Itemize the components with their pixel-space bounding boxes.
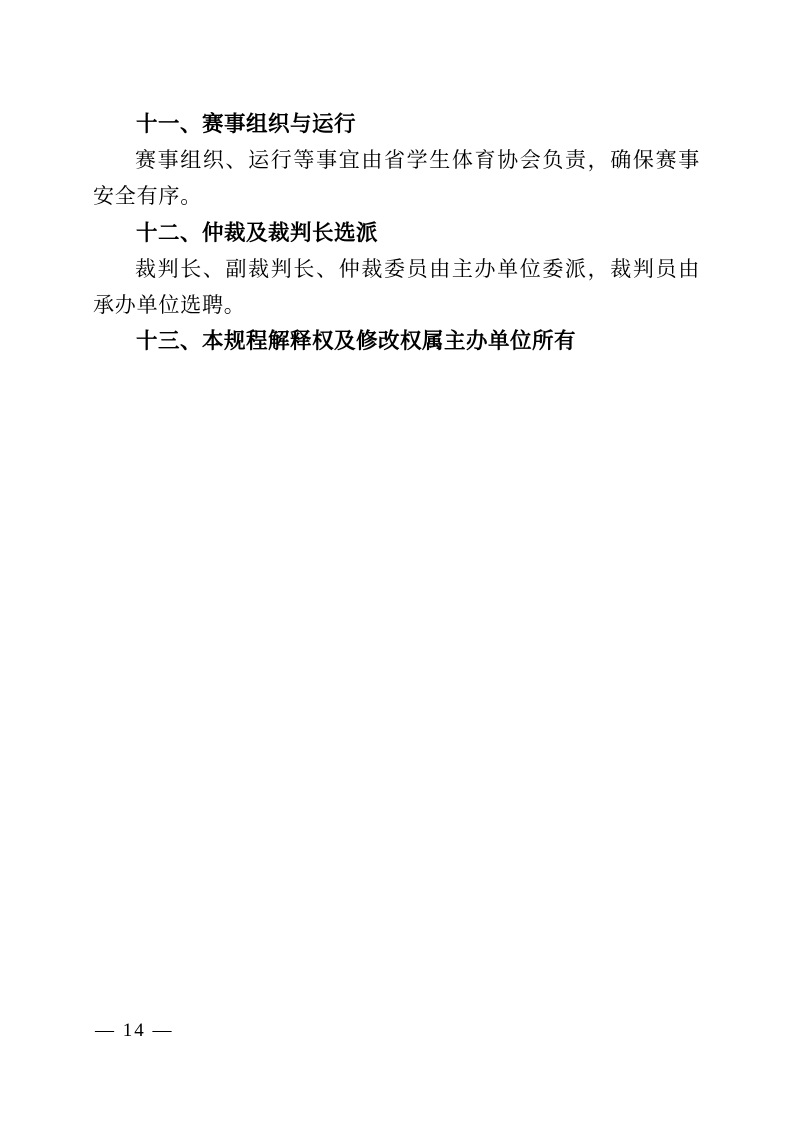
document-content bbox=[93, 106, 700, 359]
section-heading-12: 十二、仲裁及裁判长选派 bbox=[136, 220, 379, 245]
section-paragraph-12: 裁判长、副裁判长、仲裁委员由主办单位委派，裁判员由承办单位选聘。 bbox=[93, 256, 700, 318]
section-paragraph-11: 赛事组织、运行等事宜由省学生体育协会负责，确保赛事安全有序。 bbox=[93, 148, 700, 209]
section-heading-11: 十一、赛事组织与运行 bbox=[136, 112, 357, 136]
section-heading-13: 十三、本规程解释权及修改权属主办单位所有 bbox=[136, 329, 577, 354]
page-number: — 14 — bbox=[95, 1020, 174, 1041]
